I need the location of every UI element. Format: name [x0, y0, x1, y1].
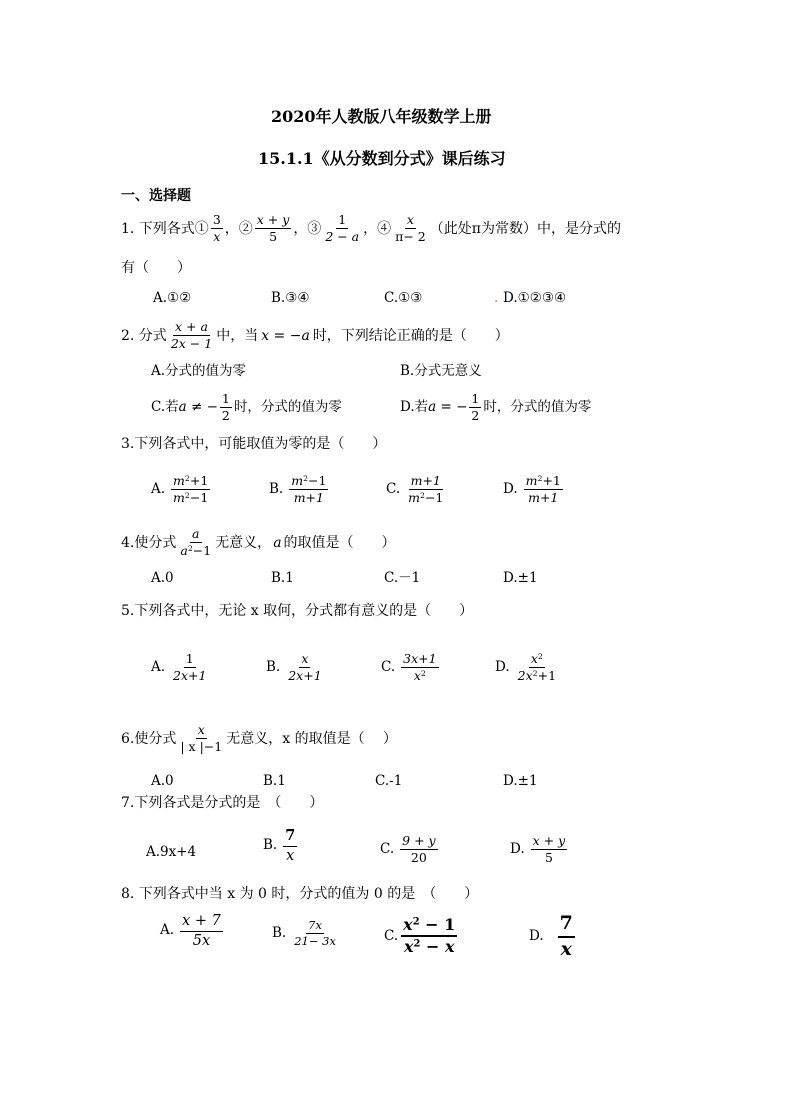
question-7: 7.下列各式是分式的是 （ ）	[121, 795, 324, 811]
q3-b-label: B.	[269, 481, 284, 498]
q6-option-b: B.1	[263, 773, 286, 789]
q4-mid: 无意义，	[215, 534, 272, 551]
q8-c-label: C.	[384, 927, 399, 944]
q6-fraction: $\frac{x}{| x |-1}$	[180, 722, 223, 755]
q4-option-a: A.0	[151, 570, 174, 586]
q2-c-pre: C.若	[151, 399, 179, 416]
q5-b-fraction: $\frac{x}{2x+1}$	[288, 651, 322, 684]
q8-d-fraction: $\frac{7}{x}$	[559, 912, 573, 960]
q5-c-label: C.	[381, 659, 396, 676]
q3-option-a	[151, 474, 212, 506]
q3-b-fraction: $\frac{m^2-1}{m+1}$	[291, 473, 327, 506]
q4-lead: 4.使分式	[121, 534, 177, 551]
q4-fraction: $\frac{a}{a^2-1}$	[180, 526, 212, 559]
q4-option-b: B.1	[271, 570, 294, 586]
q1-option-a: A.①②	[153, 290, 192, 306]
q5-option-b	[266, 652, 326, 684]
q8-option-d	[529, 913, 577, 961]
q5-option-d	[495, 652, 560, 684]
q8-a-fraction: $\frac{x + 7}{5x}$	[182, 913, 221, 949]
q3-option-c	[386, 474, 447, 506]
q5-d-fraction: $\frac{x^2}{2x^2+1}$	[517, 651, 557, 684]
q2-d-math: a = −	[428, 399, 468, 416]
q7-option-a: A.9x+4	[146, 844, 197, 860]
q7-option-d	[510, 834, 569, 866]
q5-d-label: D.	[495, 659, 510, 676]
q2-d-fraction: $\frac{1}{2}$	[471, 391, 480, 424]
question-4	[121, 527, 396, 559]
q3-a-label: A.	[151, 481, 166, 498]
question-6	[121, 723, 397, 755]
question-5: 5.下列各式中，无论 x 取何，分式都有意义的是（ ）	[121, 603, 474, 619]
q2-option-b: B.分式无意义	[400, 363, 482, 379]
q2-mid: 中，当	[216, 327, 259, 344]
q7-d-fraction: $\frac{x + y}{5}$	[532, 833, 566, 866]
q7-d-label: D.	[510, 841, 525, 858]
q8-b-fraction: $\frac{7x}{21- 3x}$	[294, 918, 336, 949]
q1-option-b: B.③④	[271, 290, 310, 306]
q3-c-fraction: $\frac{m+1}{m^2-1}$	[408, 473, 444, 506]
q7-option-c	[380, 834, 440, 866]
q7-b-fraction: $\frac{7}{x}$	[285, 827, 296, 864]
q5-a-label: A.	[151, 659, 166, 676]
q1-option-c: C.①③	[384, 290, 423, 306]
q1-sep-1: ，②	[224, 220, 253, 237]
question-8: 8. 下列各式中当 x 为 0 时，分式的值为 0 的是 （ ）	[121, 886, 479, 902]
q1-stray-dot: .	[494, 290, 499, 306]
q1-fraction-1: $\frac{3}{x}$	[212, 212, 221, 245]
q8-option-b	[272, 919, 340, 948]
q1-fraction-2: $\frac{x + y}{5}$	[256, 212, 290, 245]
q1-fraction-4: $\frac{x}{\pi- 2}$	[395, 212, 426, 245]
q7-option-b	[263, 828, 299, 864]
q1-line-2: 有（ ）	[121, 260, 191, 276]
q8-d-label: D.	[529, 928, 544, 945]
q1-sep-3: ，④	[363, 220, 392, 237]
q8-option-a	[160, 913, 225, 949]
q8-a-label: A.	[160, 922, 175, 939]
q1-sep-2: ，③	[293, 220, 322, 237]
q3-option-d	[503, 474, 565, 506]
q2-fraction: $\frac{x + a}{2x - 1}$	[170, 319, 213, 352]
q8-b-label: B.	[272, 924, 287, 941]
q5-option-c	[381, 652, 441, 684]
q1-option-d: D.①②③④	[503, 290, 567, 306]
q5-c-fraction: $\frac{3x+1}{x^2}$	[403, 651, 437, 684]
question-3: 3.下列各式中，可能取值为零的是（ ）	[121, 436, 387, 452]
q1-fraction-3: $\frac{1}{2 - a}$	[325, 212, 360, 245]
q2-c-math: a ≠ −	[178, 399, 218, 416]
q6-lead: 6.使分式	[121, 730, 177, 747]
q5-option-a	[151, 652, 210, 684]
question-2	[121, 320, 509, 352]
q2-condition: x = −a	[261, 327, 310, 344]
q7-b-label: B.	[263, 837, 278, 854]
q5-b-label: B.	[266, 659, 281, 676]
q3-c-label: C.	[386, 481, 401, 498]
q6-tail: 无意义，x 的取值是（ ）	[226, 730, 398, 747]
q3-option-b	[269, 474, 330, 506]
q2-option-c	[151, 392, 342, 424]
q4-tail: 的取值是（ ）	[283, 534, 396, 551]
q8-c-fraction: $\frac{x^2 - 1}{x^2 - x}$	[403, 915, 456, 957]
page-title: 2020年人教版八年级数学上册	[271, 107, 492, 126]
q2-c-post: 时，分式的值为零	[233, 399, 342, 416]
q4-var: a	[273, 534, 282, 551]
q2-tail: 时，下列结论正确的是（ ）	[312, 327, 509, 344]
q3-a-fraction: $\frac{m^2+1}{m^2-1}$	[173, 473, 209, 506]
q2-option-a: A.分式的值为零	[151, 363, 247, 379]
q6-option-d: D.±1	[503, 773, 538, 789]
q4-option-d: D.±1	[503, 570, 538, 586]
q2-d-pre: D.若	[400, 399, 429, 416]
q1-lead: 1. 下列各式①	[121, 220, 209, 237]
section-heading: 一、选择题	[121, 188, 191, 204]
q5-a-fraction: $\frac{1}{2x+1}$	[173, 651, 207, 684]
q8-option-c	[384, 916, 459, 957]
q6-option-c: C.-1	[375, 773, 403, 789]
page-subtitle: 15.1.1《从分数到分式》课后练习	[258, 149, 506, 168]
q2-c-fraction: $\frac{1}{2}$	[221, 391, 230, 424]
q3-d-label: D.	[503, 481, 518, 498]
q2-lead: 2. 分式	[121, 327, 167, 344]
q2-d-post: 时，分式的值为零	[483, 399, 592, 416]
q4-option-c: C.－1	[384, 570, 421, 586]
q7-c-label: C.	[380, 841, 395, 858]
q6-option-a: A.0	[151, 773, 174, 789]
q2-option-d	[400, 392, 591, 424]
q3-d-fraction: $\frac{m^2+1}{m+1}$	[525, 473, 561, 506]
question-1	[121, 213, 621, 245]
q7-c-fraction: $\frac{9 + y}{20}$	[402, 833, 436, 866]
q1-tail: （此处π为常数）中，是分式的	[429, 220, 621, 237]
